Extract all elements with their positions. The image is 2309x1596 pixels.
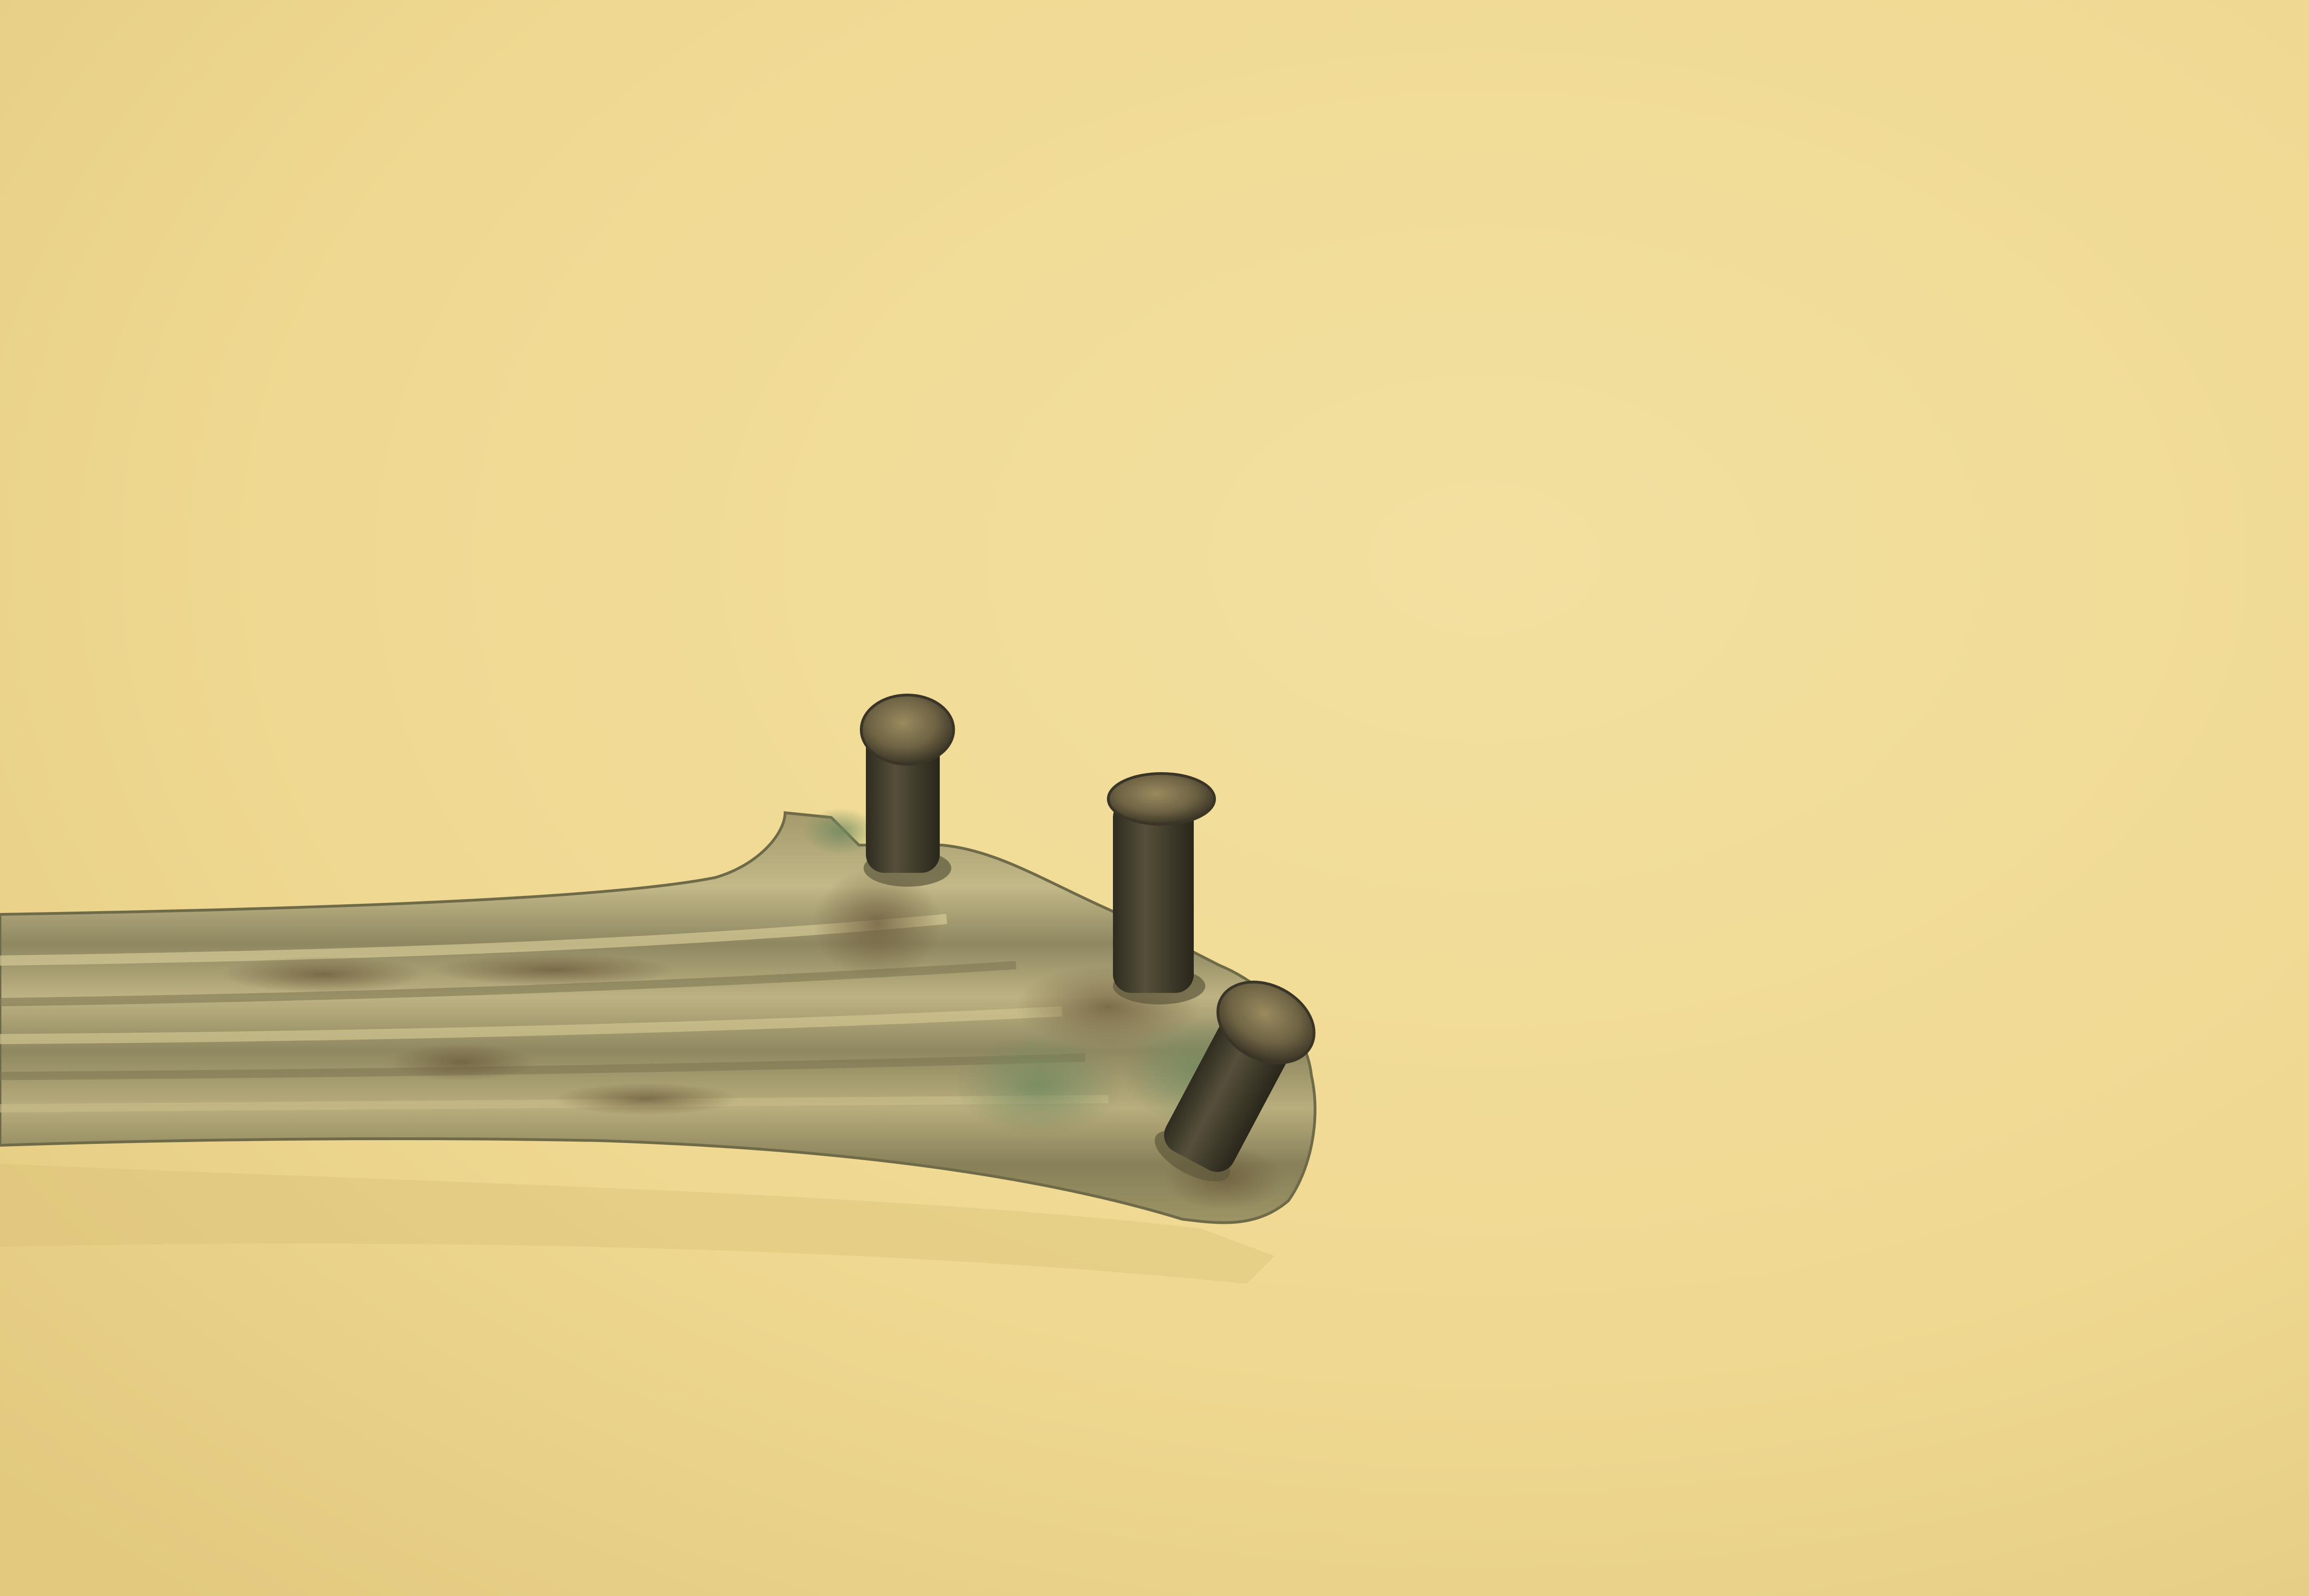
stain-5 [554, 1083, 739, 1115]
stain-3 [434, 954, 674, 986]
rivet-left [861, 695, 954, 887]
stain-2 [222, 956, 425, 993]
rivet-left-head [861, 695, 954, 764]
patina-1 [956, 1034, 1122, 1136]
rivet-middle-shaft [1113, 799, 1194, 993]
rivet-middle-head [1108, 774, 1215, 824]
stain-4 [388, 1044, 536, 1081]
